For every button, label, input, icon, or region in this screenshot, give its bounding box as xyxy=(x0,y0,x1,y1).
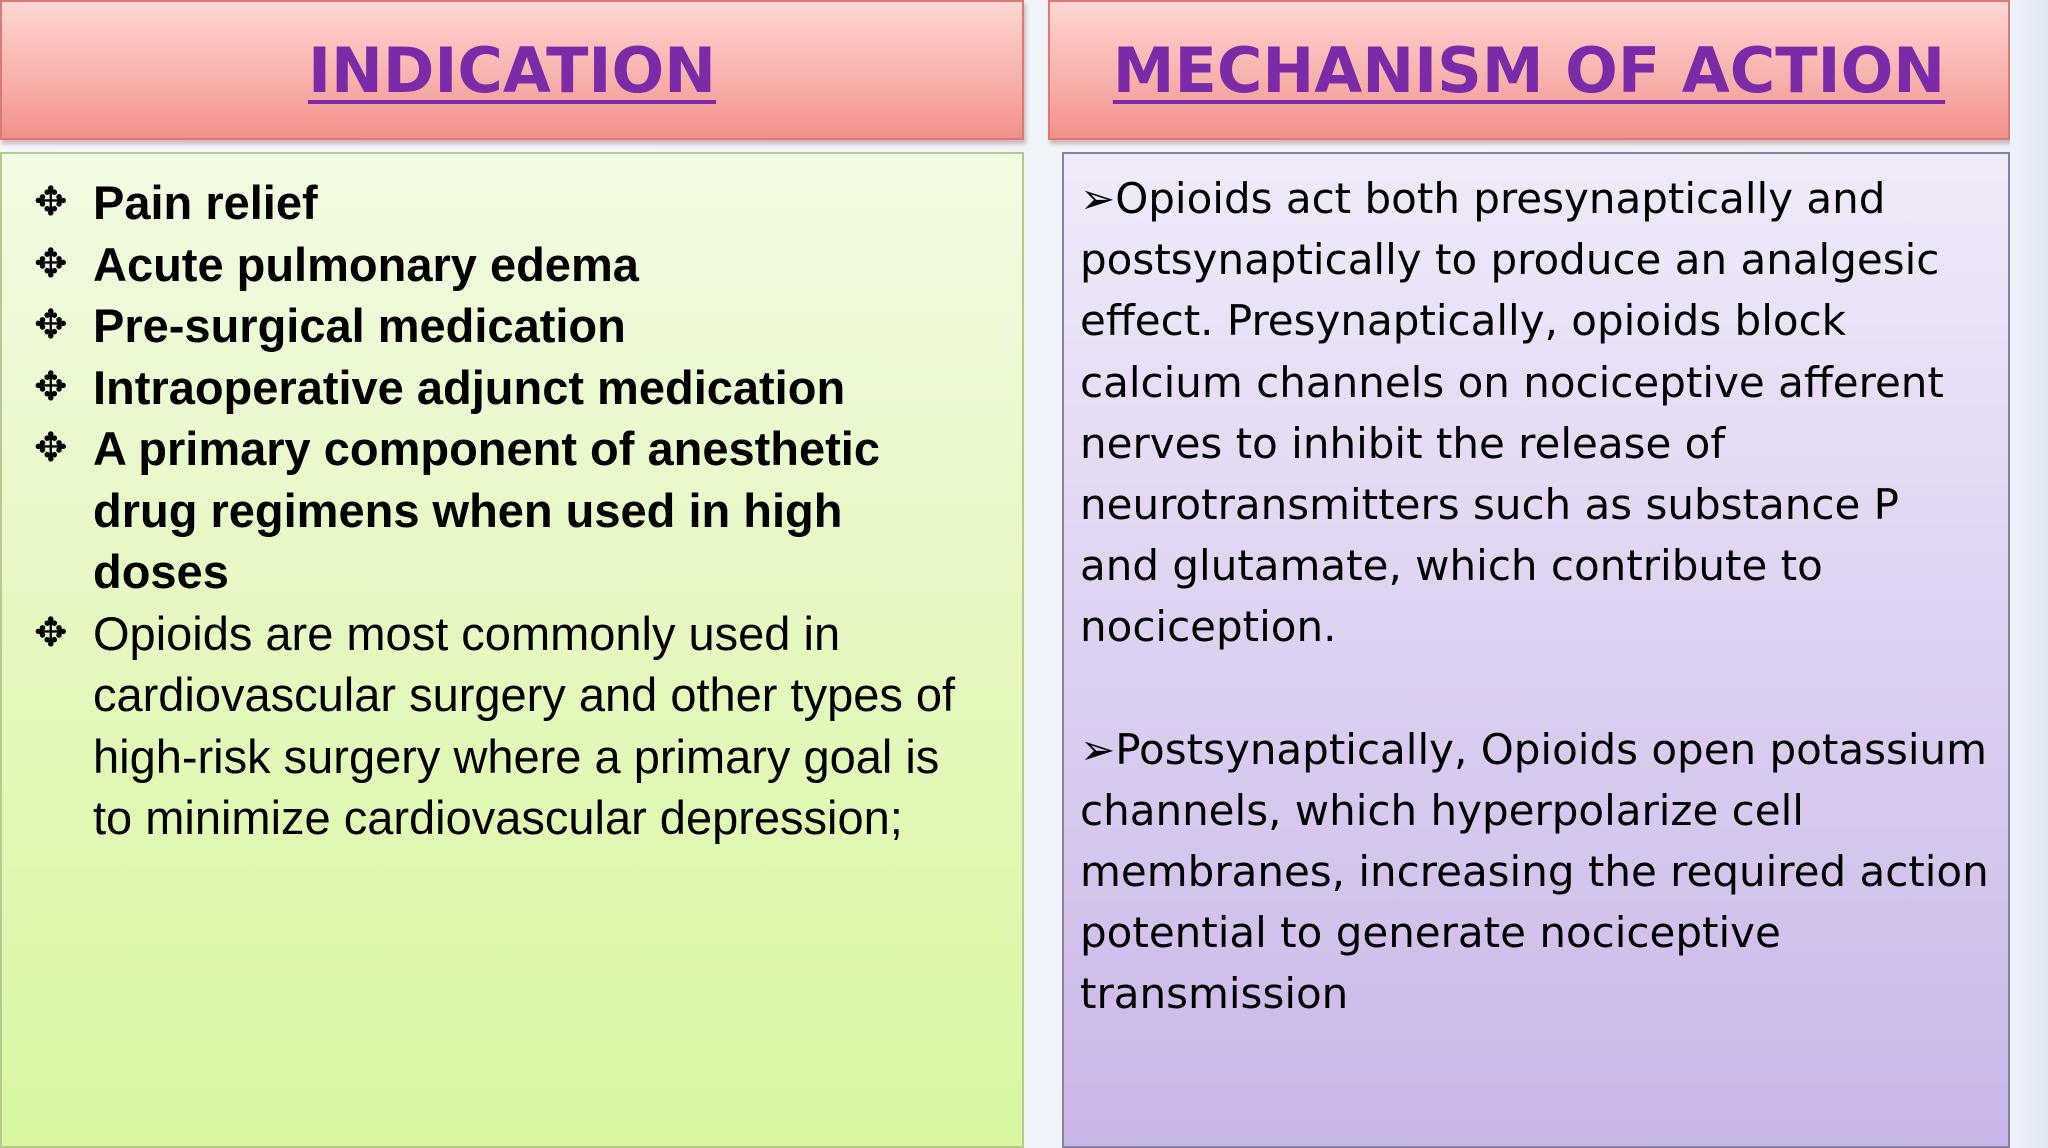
arrow-bullet-icon: ➢ xyxy=(1080,724,1116,774)
list-item xyxy=(2,295,1022,357)
list-item xyxy=(2,357,1022,419)
paragraph-text: Opioids act both presynaptically and postsynaptically to produce an analgesic effect. Presynaptically, opioids block calcium channels on nociceptive afferent nerves to inhibit the release of neurotransmitters such as substance P and glutamate, which contribute to nociception. xyxy=(1080,174,1944,652)
diamond-bullet-icon: ✥ xyxy=(34,425,68,471)
list-item-text: Acute pulmonary edema xyxy=(93,237,639,291)
list-item-text: Intraoperative adjunct medication xyxy=(93,360,846,414)
diamond-bullet-icon: ✥ xyxy=(34,302,68,348)
indication-header xyxy=(0,0,1024,140)
indication-title: INDICATION xyxy=(307,33,717,107)
diamond-bullet-icon: ✥ xyxy=(34,240,68,287)
list-item xyxy=(2,603,1022,849)
arrow-bullet-icon: ➢ xyxy=(1080,174,1116,223)
list-item-text: Pain relief xyxy=(93,176,318,229)
mechanism-header xyxy=(1048,0,2010,140)
mechanism-panel xyxy=(1062,152,2010,1148)
mechanism-text xyxy=(1064,154,2008,1025)
indication-list xyxy=(2,154,1022,849)
list-item-text: A primary component of anesthetic drug regimens when used in high doses xyxy=(93,422,880,598)
mechanism-paragraph xyxy=(1080,168,1990,658)
paragraph-text: Postsynaptically, Opioids open potassium channels, which hyperpolarize cell membranes, increasing the required action potential to generate nociceptive transmission xyxy=(1080,724,1989,1019)
slide-edge xyxy=(2010,0,2048,1148)
list-item xyxy=(2,234,1022,296)
mechanism-title: MECHANISM OF ACTION xyxy=(1112,33,1946,107)
list-item-text: Pre-surgical medication xyxy=(93,299,626,352)
diamond-bullet-icon: ✥ xyxy=(34,609,68,656)
list-item-text: Opioids are most commonly used in cardiovascular surgery and other types of high-risk surgery where a primary goal is to minimize cardiovascular depression; xyxy=(93,606,956,844)
indication-panel xyxy=(0,152,1024,1148)
mechanism-paragraph xyxy=(1080,719,1990,1025)
list-item xyxy=(2,172,1022,234)
paragraph-spacer xyxy=(1080,658,1990,719)
diamond-bullet-icon: ✥ xyxy=(34,179,68,225)
list-item xyxy=(2,418,1022,603)
diamond-bullet-icon: ✥ xyxy=(34,363,68,410)
